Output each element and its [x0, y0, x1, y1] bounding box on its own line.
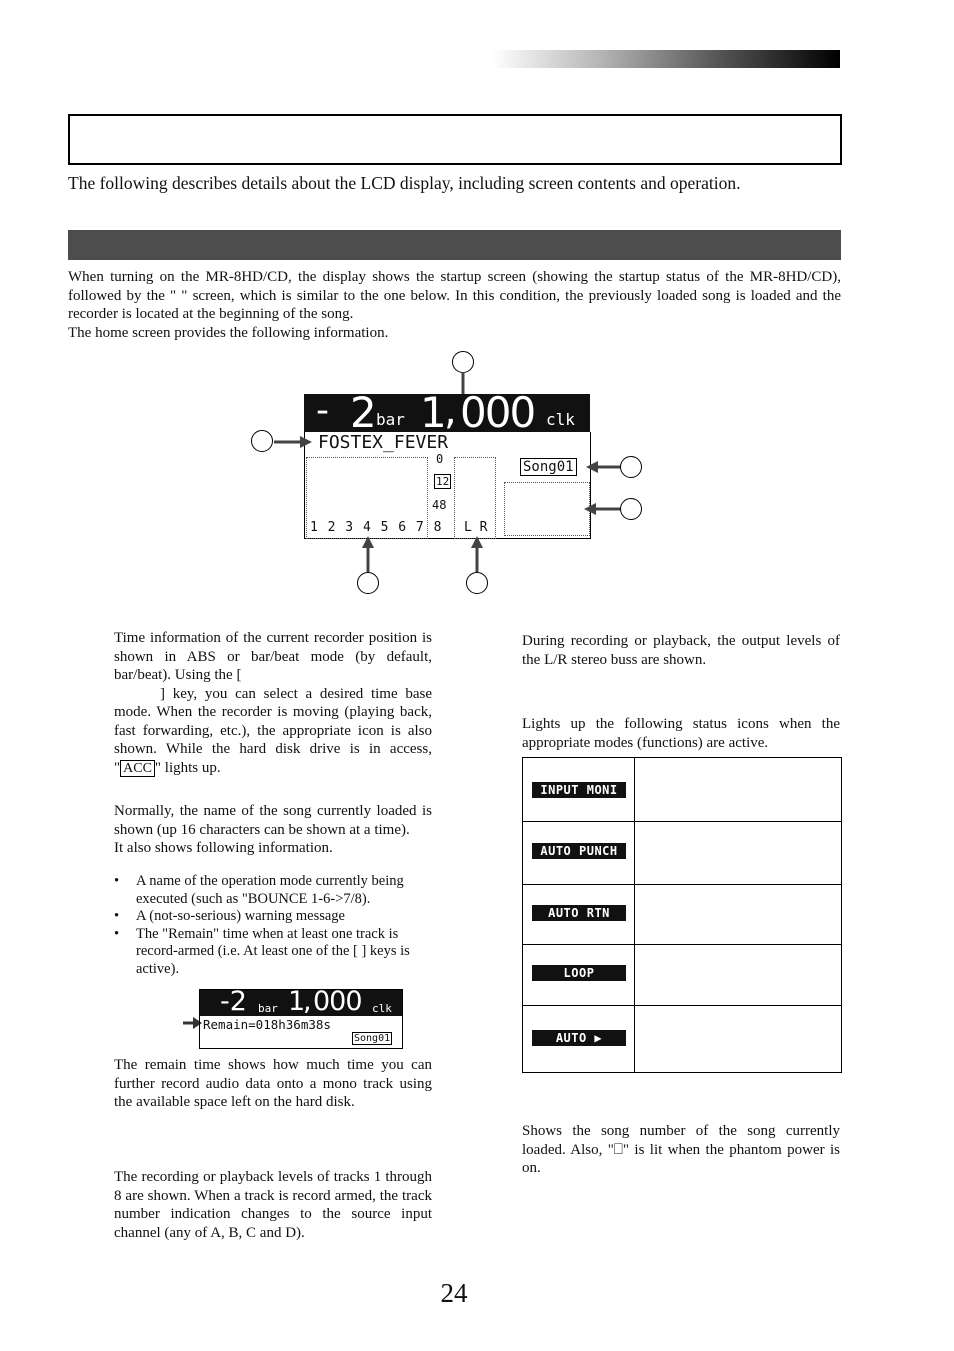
time-info-part2: ] key, you can select a desired time base mode. When the recorder is moving (playing back, fast forwarding, etc.), the appropriate icon is also shown. While the hard disk drive is in access, " — [114, 685, 432, 776]
auto-play-icon: AUTO ▶ — [532, 1030, 626, 1046]
song-info-p2: It also shows following information. — [114, 840, 333, 856]
bullet-item: • A (not-so-serious) warning message — [114, 908, 345, 924]
acc-indicator: ACC — [120, 760, 155, 777]
lcd-song-badge: Song01 — [520, 458, 577, 476]
home-paragraph-2: The home screen provides the following information. — [68, 324, 389, 341]
status-intro-text: Lights up the following status icons when the appropriate modes (functions) are active. — [522, 716, 840, 751]
lcd-time-clk: 000 — [460, 388, 535, 437]
arrow-left-icon-2 — [584, 501, 622, 517]
lcd-diagram — [250, 350, 650, 600]
song-info-p1: Normally, the name of the song currently loaded is shown (up 16 characters can be shown at a time). — [114, 803, 432, 838]
callout-circle-right-1 — [620, 456, 642, 478]
auto-punch-icon: AUTO PUNCH — [532, 843, 626, 859]
page-number: 24 — [440, 1278, 468, 1308]
loop-icon: LOOP — [532, 965, 626, 981]
callout-circle-left — [251, 430, 273, 452]
auto-rtn-icon: AUTO RTN — [532, 905, 626, 921]
callout-circle-right-2 — [620, 498, 642, 520]
phantom-power-icon: ⎕ — [613, 1141, 623, 1158]
callout-circle-bottom-2 — [466, 572, 488, 594]
song-info-bullets — [114, 873, 432, 978]
home-paragraph-1: When turning on the MR-8HD/CD, the display shows the startup screen (showing the startup status of the MR-8HD/CD), followed by the " " screen, which is similar to the one below. In this condition, the previously loaded song is loaded and the recorder is located at the beginning of the song. — [68, 269, 841, 322]
bullet-item: • The "Remain" time when at least one track is record-armed (i.e. At least one of the [ ] keys is active). — [114, 925, 410, 977]
mini-lcd-time: -2 bar 1 , 000 clk — [200, 990, 402, 1016]
lcd-song-name: FOSTEX_FEVER — [318, 432, 449, 453]
arrow-up-icon-2 — [469, 536, 485, 572]
lcd-time-display: - 2 bar 1 , 000 clk — [304, 394, 590, 432]
scale-12: 12 — [436, 475, 450, 488]
time-info-part3: " lights up. — [154, 759, 221, 776]
track-levels-text: The recording or playback levels of tracks 1 through 8 are shown. When a track is record armed, the track number indication changes to the source input channel (any of A, B, C and D). — [114, 1169, 432, 1241]
home-paragraph — [68, 268, 841, 342]
mini-lcd-remain: Remain=018h36m38s — [203, 1017, 331, 1032]
lcd-time-beat: 1 — [420, 388, 447, 437]
lcd-time-sign: - — [316, 390, 329, 431]
lcd-bar-unit: bar — [376, 410, 405, 429]
stereo-text: During recording or playback, the output levels of the L/R stereo buss are shown. — [522, 633, 840, 668]
input-moni-icon: INPUT MONI — [532, 782, 626, 798]
mini-lcd-song: Song01 — [354, 1033, 391, 1044]
callout-circle-bottom-1 — [357, 572, 379, 594]
remain-text: The remain time shows how much time you can further record audio data onto a mono track using the available space left on the hard disk. — [114, 1057, 432, 1110]
arrow-right-icon — [274, 434, 314, 450]
lcd-time-bar: 2 — [350, 388, 377, 437]
arrow-left-icon — [586, 459, 622, 475]
song-info-text — [114, 802, 432, 858]
time-info-text — [114, 629, 432, 778]
status-icon-area — [504, 482, 590, 536]
lr-label: L R — [464, 520, 488, 535]
arrow-up-icon — [360, 536, 376, 572]
scale-48: 48 — [432, 498, 447, 512]
status-icon-table — [522, 757, 842, 1073]
callout-circle-top — [452, 351, 474, 373]
section-bar — [68, 230, 841, 260]
track-numbers: 1 2 3 4 5 6 7 8 — [310, 520, 443, 535]
time-info-part1: Time information of the current recorder position is shown in ABS or bar/beat mode (by default, bar/beat). Using the [ — [114, 630, 432, 683]
intro-text: The following describes details about the LCD display, including screen contents and operation. — [68, 173, 741, 193]
mini-lcd — [199, 986, 403, 1049]
bullet-item: • A name of the operation mode currently being executed (such as "BOUNCE 1-6->7/8). — [114, 873, 404, 907]
song-number-text: Shows the song number of the song currently loaded. Also, "⎕" is lit when the phantom power is on. — [522, 1123, 840, 1176]
title-box — [68, 114, 842, 165]
header-gradient-bar — [492, 50, 840, 68]
lcd-clk-unit: clk — [546, 410, 575, 429]
scale-0: 0 — [436, 452, 444, 466]
